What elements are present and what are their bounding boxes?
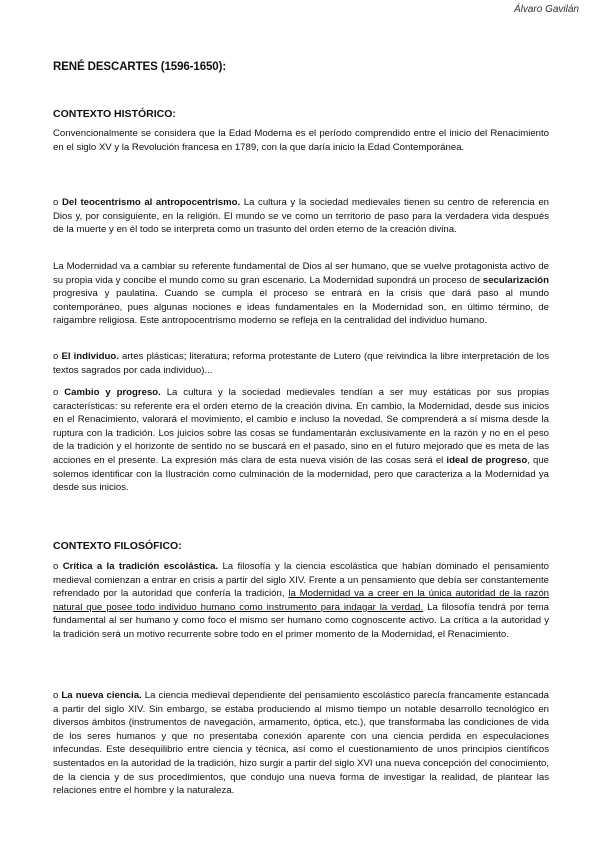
- item-text: artes plásticas; literatura; reforma protestante de Lutero (que reivindica la libre interpretación de los textos sagrados por cada individuo)...: [53, 351, 549, 376]
- paragraph-modernidad: [53, 260, 549, 328]
- bullet: o: [53, 387, 59, 398]
- list-item-cambio: [53, 386, 549, 495]
- item-label: Crítica a la tradición escolástica.: [62, 561, 219, 572]
- item-text-a: La filosofía y la ciencia escolástica que habían dominado el pensamiento medieval comienzan a entrar en crisis a partir del siglo XIV. Frente a un pensamiento que debía ser constantemente refrendado por la autoridad que confería la tradición,: [53, 561, 549, 600]
- list-item-critica: [53, 560, 549, 642]
- heading-contexto-filosofico: CONTEXTO FILOSÓFICO:: [53, 540, 182, 552]
- bullet: o: [53, 351, 59, 362]
- item-text-b: , que solemos identificar con la Ilustración como culminación de la modernidad, pero que caracteriza a la Modernidad ya desde sus inicios.: [53, 454, 550, 494]
- modernidad-bold: secularización: [482, 274, 549, 286]
- item-label: Del teocentrismo al antropocentrismo.: [61, 197, 241, 208]
- paragraph-intro: [53, 127, 549, 154]
- item-bold: ideal de progreso: [446, 454, 528, 466]
- item-text: La cultura y la sociedad medievales tienen su centro de referencia en Dios y, por consiguiente, en la religión. El mundo se ve como un territorio de paso para la verdadera vida después de la muerte y en él todo se interpreta como un trasunto del orden eterno de la creación divina.: [53, 197, 549, 236]
- item-label: Cambio y progreso.: [64, 387, 161, 398]
- bullet: o: [53, 197, 59, 208]
- intro-text: Convencionalmente se considera que la Edad Moderna es el período comprendido entre el inicio del Renacimiento en el siglo XV y la Revolución francesa en 1789, con la que daría inicio la Edad Contemporánea.: [53, 128, 549, 153]
- heading-contexto-historico: CONTEXTO HISTÓRICO:: [53, 108, 176, 120]
- item-text: La ciencia medieval dependiente del pensamiento escolástico parecía francamente estancada a partir del siglo XIV. Sin embargo, se estaba produciendo al mismo tiempo un notable desarrollo tecnológico en diversos ámbitos (instrumentos de navegación, armamento, óptica, etc.), que transformaba las condiciones de vida de los seres humanos y que no presentaba conexión aparente con una ciencia perdida en especulaciones infecundas. Este desequilibrio entre ciencia y técnica, así como el cuestionamiento de unos principios científicos sustentados en la autoridad de la tradición, hizo surgir a partir del siglo XVI una nueva concepción del conocimiento, de la ciencia y de sus procedimientos, que condujo una nueva forma de investigar la realidad, de plantear las relaciones entre el hombre y la naturaleza.: [53, 690, 549, 797]
- item-underlined: la Modernidad va a creer en la única autoridad de la razón natural que posee todo individuo humano como instrumento para indagar la verdad.: [53, 588, 549, 613]
- item-text-a: La cultura y la sociedad medievales tendían a ser muy estáticas por sus propias características: su referente era el orden eterno de la creación divina. En cambio, la Modernidad, desde sus inicios en el Renacimiento, valorará el movimiento, el cambio e incluso la novedad. Se comprenderá a sí misma desde la ruptura con la tradición. Los juicios sobre las cosas se fundamentarán exclusivamente en la razón y no en el peso de la tradición y el horizonte de sentido no se buscará en el pasado, sino en el futuro mejorado que es meta de las acciones en el presente. La expresión más clara de esta nueva visión de las cosas será el: [53, 387, 549, 466]
- modernidad-text-b: progresiva y paulatina. Cuando se cumpla el proceso se entrará en la crisis que dará paso al mundo contemporáneo, pues algunas nociones e ideas fundamentales en la Modernidad son, en último término, de raigambre religiosa. Este antropocentrismo moderno se refleja en la centralidad del individuo humano.: [53, 288, 549, 327]
- list-item-individuo: [53, 350, 549, 377]
- list-item-ciencia: [53, 689, 549, 798]
- list-item-teocentrismo: [53, 196, 549, 237]
- modernidad-text-a: La Modernidad va a cambiar su referente fundamental de Dios al ser humano, que se vuelve protagonista activo de su propia vida y concibe el mundo como su gran escenario. La Modernidad supondrá un proceso de: [53, 261, 549, 286]
- document-title: RENÉ DESCARTES (1596-1650):: [53, 61, 227, 73]
- bullet: o: [53, 690, 59, 701]
- author-header: Álvaro Gavilán: [513, 4, 579, 15]
- item-text-b: La filosofía tendrá por tema fundamental al ser humano y como foco el mismo ser humano como cognoscente activo. La crítica a la autoridad y la tradición será un motivo recurrente sobre todo en el primer momento de la Modernidad, el Renacimiento.: [53, 601, 549, 640]
- bullet: o: [53, 561, 59, 572]
- item-label: La nueva ciencia.: [61, 690, 142, 701]
- item-label: El individuo.: [61, 351, 119, 362]
